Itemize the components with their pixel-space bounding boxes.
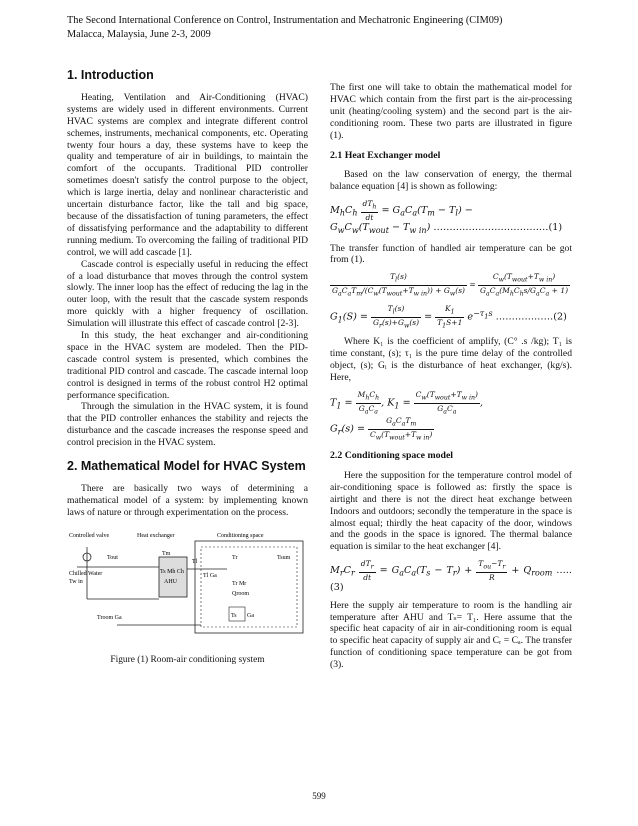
intro-heading: 1. Introduction — [67, 68, 154, 82]
model-paragraph: There are basically two ways of determining a mathematical model of a system: by implementing known laws of nature or through experimentation on the process. — [67, 483, 308, 518]
label-tm: Tm — [162, 550, 171, 557]
label-conditioning-space: Conditioning space — [217, 532, 264, 539]
label-tout: Tout — [107, 554, 118, 561]
intro-paragraph-2: Cascade control is especially useful in reducing the effect of a load disturbance that moves through the control system slowly. The inner loop has the effect of reducing the lag in the outer loop, with the result that the cascade system responds more quickly with a higher frequency of oscillation. Simulation will illustrate this effect of cascade control [2-3]. — [67, 258, 308, 330]
label-tsum: Tsum — [277, 554, 291, 561]
label-heat-exchanger: Heat exchanger — [137, 532, 175, 539]
right-paragraph-3: The transfer function of handled air temperature can be got from (1). — [330, 242, 572, 266]
page-number: 599 — [312, 791, 326, 801]
right-paragraph-2: Based on the law conservation of energy, the thermal balance equation [4] is shown as following: — [330, 169, 572, 193]
equation-definitions: $T_1$ = $\frac{M_hC_h}{G_aC_a}$ , $K_1$ = $\frac{C_w(T_{wout}+T_{w in})}{G_aC_a}$ , $G_r(s)$ = $\frac{G_aC_aT_m}{C_w(T_{wout}+T_{w in})}$ — [330, 390, 484, 441]
equation-transfer: $\frac{T_l(s)}{G_aC_aT_m/(C_w(T_{wout}+T_{w in})) + G_w(s)}$ = $\frac{C_w(T_{wout}+T_{w in})}{G_aC_a(M_hC_hs/G_aC_a + 1)}$ — [332, 272, 569, 298]
right-paragraph-1: The first one will take to obtain the mathematical model for HVAC which contain from the first part is the air-processing unit (heating/cooling system) and the second part is the air-conditioning room. These two parts are illustrated in figure (1). — [330, 82, 572, 141]
equation-1: $M_hC_h$ $\frac{dT_h}{dt}$ = $G_aC_a(T_m - T_l)$ − $G_wC_w(T_{wout} - T_{w in})$ ………………………………(1) — [330, 199, 563, 235]
label-tw-in: Tw in — [69, 578, 83, 585]
running-header — [67, 14, 587, 42]
label-troom-ga: Troom Ga — [97, 614, 122, 621]
right-column — [330, 82, 572, 671]
label-tl-ga: Tl Ga — [203, 572, 217, 579]
equation-2: $G_1(S)$ = $\frac{T_l(s)}{G_r(s)+G_w(s)}$ = $\frac{K_1}{T_1S+1}$ $e^{-\tau_1s}$ ………………(2) — [330, 304, 567, 330]
left-column — [67, 70, 308, 667]
label-qroom: Qroom — [232, 590, 249, 597]
intro-paragraph-1: Heating, Ventilation and Air-Conditioning (HVAC) systems are widely used in different environments. Current HVAC systems are complex and integrate different control schemes, instruments, mechanical components, etc. Operating twenty four hours a day, these systems have to keep the quality and temperature of air in buildings, to maintain the comfort of the occupants. Traditional PID controller sometimes doesn't satisfy the control purpose to the object, which is large inertia, delay and nonlinear characteristic and uncertain disturbance factor, like the tall and big space, because of the dissatisfaction of tuning parameters, the effect of dissatisfying performance and the adaptability to different running medium. To overcoming the failing of traditional PID control, we will add cascade [1]. — [67, 91, 308, 258]
label-tr-mr: Tr Mr — [232, 580, 247, 587]
label-tl: Tl — [192, 558, 198, 565]
header-line-1: The Second International Conference on Control, Instrumentation and Mechatronic Engineering (CIM09) — [67, 15, 503, 26]
label-valve: Controlled valve — [69, 532, 110, 539]
intro-paragraph-4: Through the simulation in the HVAC system, it is found that the PID controller enhances the stability and rejects the disturbance and the cascade increases the response speed and control precision in the HVAC system. — [67, 401, 308, 449]
equation-2-number: ………………(2) — [495, 311, 567, 323]
equation-1-number: ………………………………(1) — [433, 221, 563, 233]
model-heading: 2. Mathematical Model for HVAC System — [67, 459, 306, 474]
header-line-2: Malacca, Malaysia, June 2-3, 2009 — [67, 29, 211, 40]
right-paragraph-5: Here the supposition for the temperature control model of air-conditioning space is followed as: firstly the space is airtight and there is not the direct heat exchange between Indoors and outdoors; secondly the temperature in the space is almost equal; thirdly the heat capacity of the door, windows and the goods in the space is ignored. The thermal balance equation is similar to the heat exchanger [4]. — [330, 469, 572, 553]
intro-paragraph-3: In this study, the heat exchanger and air-conditioning space in the HVAC system are modeled. Then the PID-cascade control system is presented, which combines the traditional PID control and cascade. The cascade internal loop control is designed in terms of the robust control H2 optimal performance specification. — [67, 330, 308, 401]
equation-3: $M_rC_r$ $\frac{dT_r}{dt}$ = $G_aC_a(T_s - T_r)$ + $\frac{T_{ou}-T_r}{R}$ + $Q_{room}$ ….. (3) — [330, 559, 572, 593]
right-paragraph-6: Here the supply air temperature to room is the handling air temperature after AHU and Tₛ= T₁. Here assume that the specific heat capacity of air in air-conditioning room is equal to specific heat capacity of supply air and Cᵣ = Cₐ. The transfer function of conditioning space temperature can be got from (3). — [330, 599, 572, 671]
label-ga: Ga — [247, 612, 254, 619]
label-ts: Ts — [231, 612, 237, 619]
figure-room-air-system — [67, 529, 308, 649]
heat-exchanger-heading: 2.1 Heat Exchanger model — [330, 149, 441, 161]
equation-3-number: ….. (3) — [330, 565, 572, 593]
label-ts-mh-ch: Ts Mh Ch — [160, 568, 184, 575]
hvac-diagram — [67, 529, 308, 649]
right-paragraph-4: Where K₁ is the coefficient of amplify, (C° .s /kg); T₁ is time constant, (s); τ₁ is the pure time delay of the controlled object, (s); Gᵢ is the disturbance of heat exchanger, (kg/s). Here, — [330, 336, 572, 384]
conditioning-space-heading: 2.2 Conditioning space model — [330, 450, 454, 461]
label-tr: Tr — [232, 554, 238, 561]
label-ahu: AHU — [164, 578, 177, 585]
label-chilled-water: Chilled Water — [69, 570, 103, 577]
figure-caption: Figure (1) Room-air conditioning system — [110, 654, 265, 665]
